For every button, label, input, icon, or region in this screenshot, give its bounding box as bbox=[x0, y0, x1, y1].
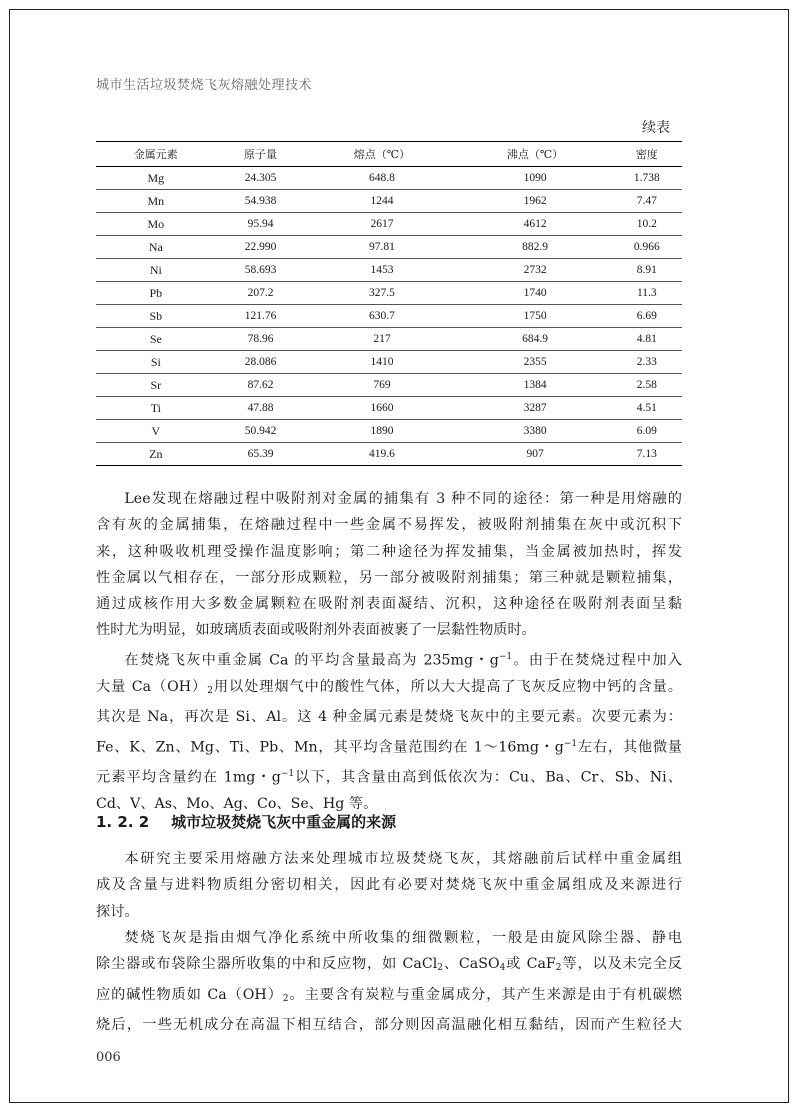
table-cell: 1384 bbox=[459, 374, 612, 397]
element-symbol-cell: Zn bbox=[96, 443, 216, 466]
table-cell: 4.51 bbox=[612, 397, 682, 420]
column-header: 沸点（℃） bbox=[459, 142, 612, 167]
table-cell: 684.9 bbox=[459, 328, 612, 351]
text-line: 应的碱性物质如 $Ca(OH)_2$。主要含有炭粒与重金属成分，其产生来源是由于有机碳燃 bbox=[96, 986, 682, 1004]
text-line: 元素平均含量约在 1mg・$g^{-1}$以下，其含量由高到低依次为：Cu、Ba、Cr、Sb、Ni、 bbox=[96, 768, 682, 786]
table-cell: 769 bbox=[305, 374, 458, 397]
table-cell: 50.942 bbox=[216, 420, 306, 443]
table-row bbox=[96, 167, 682, 190]
table-row bbox=[96, 420, 682, 443]
table-cell: 2732 bbox=[459, 259, 612, 282]
table-cell: 3380 bbox=[459, 420, 612, 443]
text-line: 在焚烧飞灰中重金属 Ca 的平均含量最高为 235mg・$g^{-1}$。由于在焚烧过程中加入 bbox=[124, 652, 682, 669]
table-cell: 10.2 bbox=[612, 213, 682, 236]
table-row bbox=[96, 374, 682, 397]
text-line: 焚烧飞灰是指由烟气净化系统中所收集的细微颗粒，一般是由旋风除尘器、静电 bbox=[124, 930, 682, 946]
table-row bbox=[96, 190, 682, 213]
text-line: Fe、K、Zn、Mg、Ti、Pb、Mn，其平均含量范围约在 1～16mg・$g^{-1}$左右，其他微量 bbox=[96, 738, 682, 756]
table-header-row bbox=[96, 142, 682, 167]
section-heading bbox=[96, 811, 396, 832]
table-cell: 58.693 bbox=[216, 259, 306, 282]
table-cell: 121.76 bbox=[216, 305, 306, 328]
element-symbol-cell: Na bbox=[96, 236, 216, 259]
table-cell: 65.39 bbox=[216, 443, 306, 466]
table-cell: 95.94 bbox=[216, 213, 306, 236]
metal-properties-table bbox=[96, 141, 682, 466]
table-cell: 2355 bbox=[459, 351, 612, 374]
text-line: 来，这种吸收机理受操作温度影响；第二种途径为挥发捕集，当金属被加热时，挥发 bbox=[96, 543, 682, 560]
table-row bbox=[96, 397, 682, 420]
table-cell: 4.81 bbox=[612, 328, 682, 351]
table-cell: 1750 bbox=[459, 305, 612, 328]
element-symbol-cell: Ti bbox=[96, 397, 216, 420]
element-symbol-cell: Se bbox=[96, 328, 216, 351]
text-line: 性金属以气相存在，一部分形成颗粒，另一部分被吸附剂捕集；第三种就是颗粒捕集， bbox=[96, 569, 682, 586]
column-header: 金属元素 bbox=[96, 142, 216, 167]
text-line: 烧后，一些无机成分在高温下相互结合，部分则因高温融化相互黏结，因而产生粒径大 bbox=[96, 1016, 682, 1033]
text-line: 含有灰的金属捕集，在熔融过程中一些金属不易挥发，被吸附剂捕集在灰中或沉积下 bbox=[96, 517, 682, 534]
table-cell: 87.62 bbox=[216, 374, 306, 397]
table-cell: 8.91 bbox=[612, 259, 682, 282]
column-header: 密度 bbox=[612, 142, 682, 167]
element-symbol-cell: Pb bbox=[96, 282, 216, 305]
text-line: 性时尤为明显，如玻璃质表面或吸附剂外表面被裹了一层黏性物质时。 bbox=[96, 622, 536, 639]
element-symbol-cell: Si bbox=[96, 351, 216, 374]
text-line: Cd、V、As、Mo、Ag、Co、Se、Hg 等。 bbox=[96, 795, 378, 812]
table-row bbox=[96, 328, 682, 351]
table-cell: 1410 bbox=[305, 351, 458, 374]
table-cell: 2617 bbox=[305, 213, 458, 236]
table-cell: 1453 bbox=[305, 259, 458, 282]
table-cell: 1740 bbox=[459, 282, 612, 305]
table-cell: 648.8 bbox=[305, 167, 458, 190]
table-cell: 6.69 bbox=[612, 305, 682, 328]
table-cell: 97.81 bbox=[305, 236, 458, 259]
table-cell: 2.33 bbox=[612, 351, 682, 374]
table-row bbox=[96, 213, 682, 236]
table-cell: 1660 bbox=[305, 397, 458, 420]
text-line: 其次是 Na，再次是 Si、Al。这 4 种金属元素是焚烧飞灰中的主要元素。次要元素为： bbox=[96, 709, 682, 726]
table-cell: 1962 bbox=[459, 190, 612, 213]
element-symbol-cell: V bbox=[96, 420, 216, 443]
text-line: 本研究主要采用熔融方法来处理城市垃圾焚烧飞灰，其熔融前后试样中重金属组 bbox=[124, 851, 682, 867]
table-cell: 1244 bbox=[305, 190, 458, 213]
table-cell: 3287 bbox=[459, 397, 612, 420]
table-cell: 207.2 bbox=[216, 282, 306, 305]
table-cell: 1090 bbox=[459, 167, 612, 190]
table-cell: 11.3 bbox=[612, 282, 682, 305]
element-symbol-cell: Mn bbox=[96, 190, 216, 213]
running-header: 城市生活垃圾焚烧飞灰熔融处理技术 bbox=[96, 78, 313, 93]
table-cell: 24.305 bbox=[216, 167, 306, 190]
element-symbol-cell: Sr bbox=[96, 374, 216, 397]
paragraph-capture-pathways bbox=[96, 486, 682, 644]
table-cell: 47.88 bbox=[216, 397, 306, 420]
table-cell: 630.7 bbox=[305, 305, 458, 328]
element-symbol-cell: Sb bbox=[96, 305, 216, 328]
table-cell: 1890 bbox=[305, 420, 458, 443]
table-cell: 7.47 bbox=[612, 190, 682, 213]
table-row bbox=[96, 282, 682, 305]
table-cell: 419.6 bbox=[305, 443, 458, 466]
table-cell: 2.58 bbox=[612, 374, 682, 397]
table-cell: 54.938 bbox=[216, 190, 306, 213]
text-line: Lee发现在熔融过程中吸附剂对金属的捕集有 3 种不同的途径：第一种是用熔融的 bbox=[124, 491, 682, 507]
column-header: 熔点（℃） bbox=[305, 142, 458, 167]
text-line: 成及含量与进料物质组分密切相关，因此有必要对焚烧飞灰中重金属组成及来源进行 bbox=[96, 877, 682, 894]
table-cell: 1.738 bbox=[612, 167, 682, 190]
table-cell: 28.086 bbox=[216, 351, 306, 374]
table-cell: 6.09 bbox=[612, 420, 682, 443]
table-cell: 0.966 bbox=[612, 236, 682, 259]
text-line: 大量 $Ca(OH)_2$用以处理烟气中的酸性气体，所以大大提高了飞灰反应物中钙的含量。 bbox=[96, 679, 682, 697]
paragraph-metal-content bbox=[96, 644, 682, 817]
section-number: 1. 2. 2 bbox=[96, 813, 150, 831]
table-cell: 217 bbox=[305, 328, 458, 351]
element-symbol-cell: Ni bbox=[96, 259, 216, 282]
table-cell: 7.13 bbox=[612, 443, 682, 466]
table-cell: 78.96 bbox=[216, 328, 306, 351]
text-line: 通过成核作用大多数金属颗粒在吸附剂表面凝结、沉积，这种途径在吸附剂表面呈黏 bbox=[96, 596, 682, 613]
text-line: 探讨。 bbox=[96, 903, 139, 920]
table-cell: 22.990 bbox=[216, 236, 306, 259]
page-number: 006 bbox=[96, 1050, 121, 1065]
table-cell: 882.9 bbox=[459, 236, 612, 259]
table-cell: 327.5 bbox=[305, 282, 458, 305]
table-row bbox=[96, 236, 682, 259]
table-cell: 907 bbox=[459, 443, 612, 466]
paragraph-fly-ash-definition bbox=[96, 925, 682, 1038]
section-title: 城市垃圾焚烧飞灰中重金属的来源 bbox=[171, 813, 397, 831]
table-row bbox=[96, 259, 682, 282]
table-row bbox=[96, 305, 682, 328]
column-header: 原子量 bbox=[216, 142, 306, 167]
table-continued-label: 续表 bbox=[642, 120, 670, 136]
table-cell: 4612 bbox=[459, 213, 612, 236]
element-symbol-cell: Mo bbox=[96, 213, 216, 236]
element-symbol-cell: Mg bbox=[96, 167, 216, 190]
table-row bbox=[96, 351, 682, 374]
table-row bbox=[96, 443, 682, 466]
paragraph-research-intro bbox=[96, 846, 682, 925]
text-line: 除尘器或布袋除尘器所收集的中和反应物，如 CaCl$_2$、CaSO$_4$或 CaF$_2$等，以及未完全反 bbox=[96, 956, 682, 974]
